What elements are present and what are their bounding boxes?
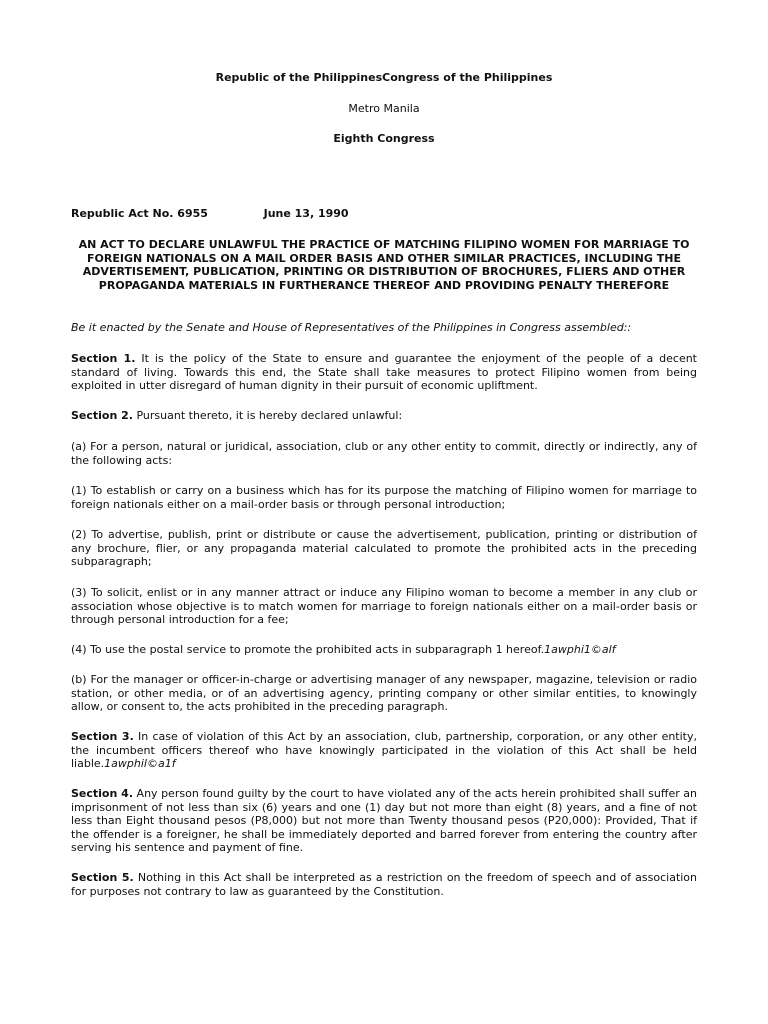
paragraph-4-text: (4) To use the postal service to promote the prohibited acts in subparagraph 1 hereof. xyxy=(71,643,545,656)
enacting-clause: Be it enacted by the Senate and House of Representatives of the Philippines in Congress assembled:: xyxy=(71,321,632,334)
section-3-text: In case of violation of this Act by an association, club, partnership, corporation, or any other entity, the incumbent officers thereof who have knowingly participated in the violation of this Act shall be held liable. xyxy=(71,730,697,770)
section-1-text: It is the policy of the State to ensure and guarantee the enjoyment of the people of a decent standard of living. Towards this end, the State shall take measures to protect Filipino women from being exploited in utter disregard of human dignity in their pursuit of economic upliftment. xyxy=(71,352,697,392)
section-3 xyxy=(71,730,697,771)
section-1 xyxy=(71,352,697,393)
section-3-label: Section 3. xyxy=(71,730,134,743)
header-congress: Eighth Congress xyxy=(333,132,435,145)
act-number-text: Republic Act No. 6955 xyxy=(71,207,208,220)
header-title: Republic of the PhilippinesCongress of the Philippines xyxy=(215,71,553,84)
section-2-label: Section 2. xyxy=(71,409,133,422)
paragraph-3: (3) To solicit, enlist or in any manner attract or induce any Filipino woman to become a member in any club or association whose objective is to match women for marriage to foreign nationals either on a mail-order basis or through personal introduction for a fee; xyxy=(71,586,697,626)
section-2-text: Pursuant thereto, it is hereby declared unlawful: xyxy=(132,409,403,422)
section-1-label: Section 1. xyxy=(71,352,136,365)
act-number xyxy=(71,207,349,221)
section-4-label: Section 4. xyxy=(71,787,134,800)
paragraph-b: (b) For the manager or officer-in-charge or advertising manager of any newspaper, magazine, television or radio station, or other media, or of an advertising agency, printing company or other similar entities, to knowingly allow, or consent to, the acts prohibited in the preceding paragraph. xyxy=(71,673,697,713)
section-3-mark: 1awphil©a1f xyxy=(104,757,176,770)
section-5-text: Nothing in this Act shall be interpreted as a restriction on the freedom of speech and of association for purposes not contrary to law as guaranteed by the Constitution. xyxy=(71,871,698,898)
act-date: June 13, 1990 xyxy=(263,207,349,220)
paragraph-4-mark: 1awphi1©alf xyxy=(544,643,616,656)
paragraph-a: (a) For a person, natural or juridical, association, club or any other entity to commit, directly or indirectly, any of the following acts: xyxy=(71,440,697,467)
section-2 xyxy=(71,409,697,423)
section-5 xyxy=(71,871,697,898)
section-4 xyxy=(71,787,697,855)
paragraph-1: (1) To establish or carry on a business which has for its purpose the matching of Filipino women for marriage to foreign nationals either on a mail-order basis or through personal introduction; xyxy=(71,484,697,511)
section-5-label: Section 5. xyxy=(71,871,134,884)
section-4-text: Any person found guilty by the court to have violated any of the acts herein prohibited shall suffer an imprisonment of not less than six (6) years and one (1) day but not more than eight (8) years, and a fine of not less than Eight thousand pesos (P8,000) but not more than Twenty thousand pesos (P20,000): Provided, That if the offender is a foreigner, he shall be immediately deported and barred forever from entering the country after serving his sentence and payment of fine. xyxy=(71,787,697,854)
paragraph-2: (2) To advertise, publish, print or distribute or cause the advertisement, publication, printing or distribution of any brochure, flier, or any propaganda material calculated to promote the prohibited acts in the preceding subparagraph; xyxy=(71,528,697,568)
paragraph-4 xyxy=(71,643,697,657)
header-place: Metro Manila xyxy=(348,102,420,115)
act-title: AN ACT TO DECLARE UNLAWFUL THE PRACTICE OF MATCHING FILIPINO WOMEN FOR MARRIAGE TO FOREIGN NATIONALS ON A MAIL ORDER BASIS AND OTHER SIMILAR PRACTICES, INCLUDING THE ADVERTISEMENT, PUBLICATION, PRINTING OR DISTRIBUTION OF BROCHURES, FLIERS AND OTHER PROPAGANDA MATERIALS IN FURTHERANCE THEREOF AND PROVIDING PENALTY THEREFORE xyxy=(78,238,690,292)
